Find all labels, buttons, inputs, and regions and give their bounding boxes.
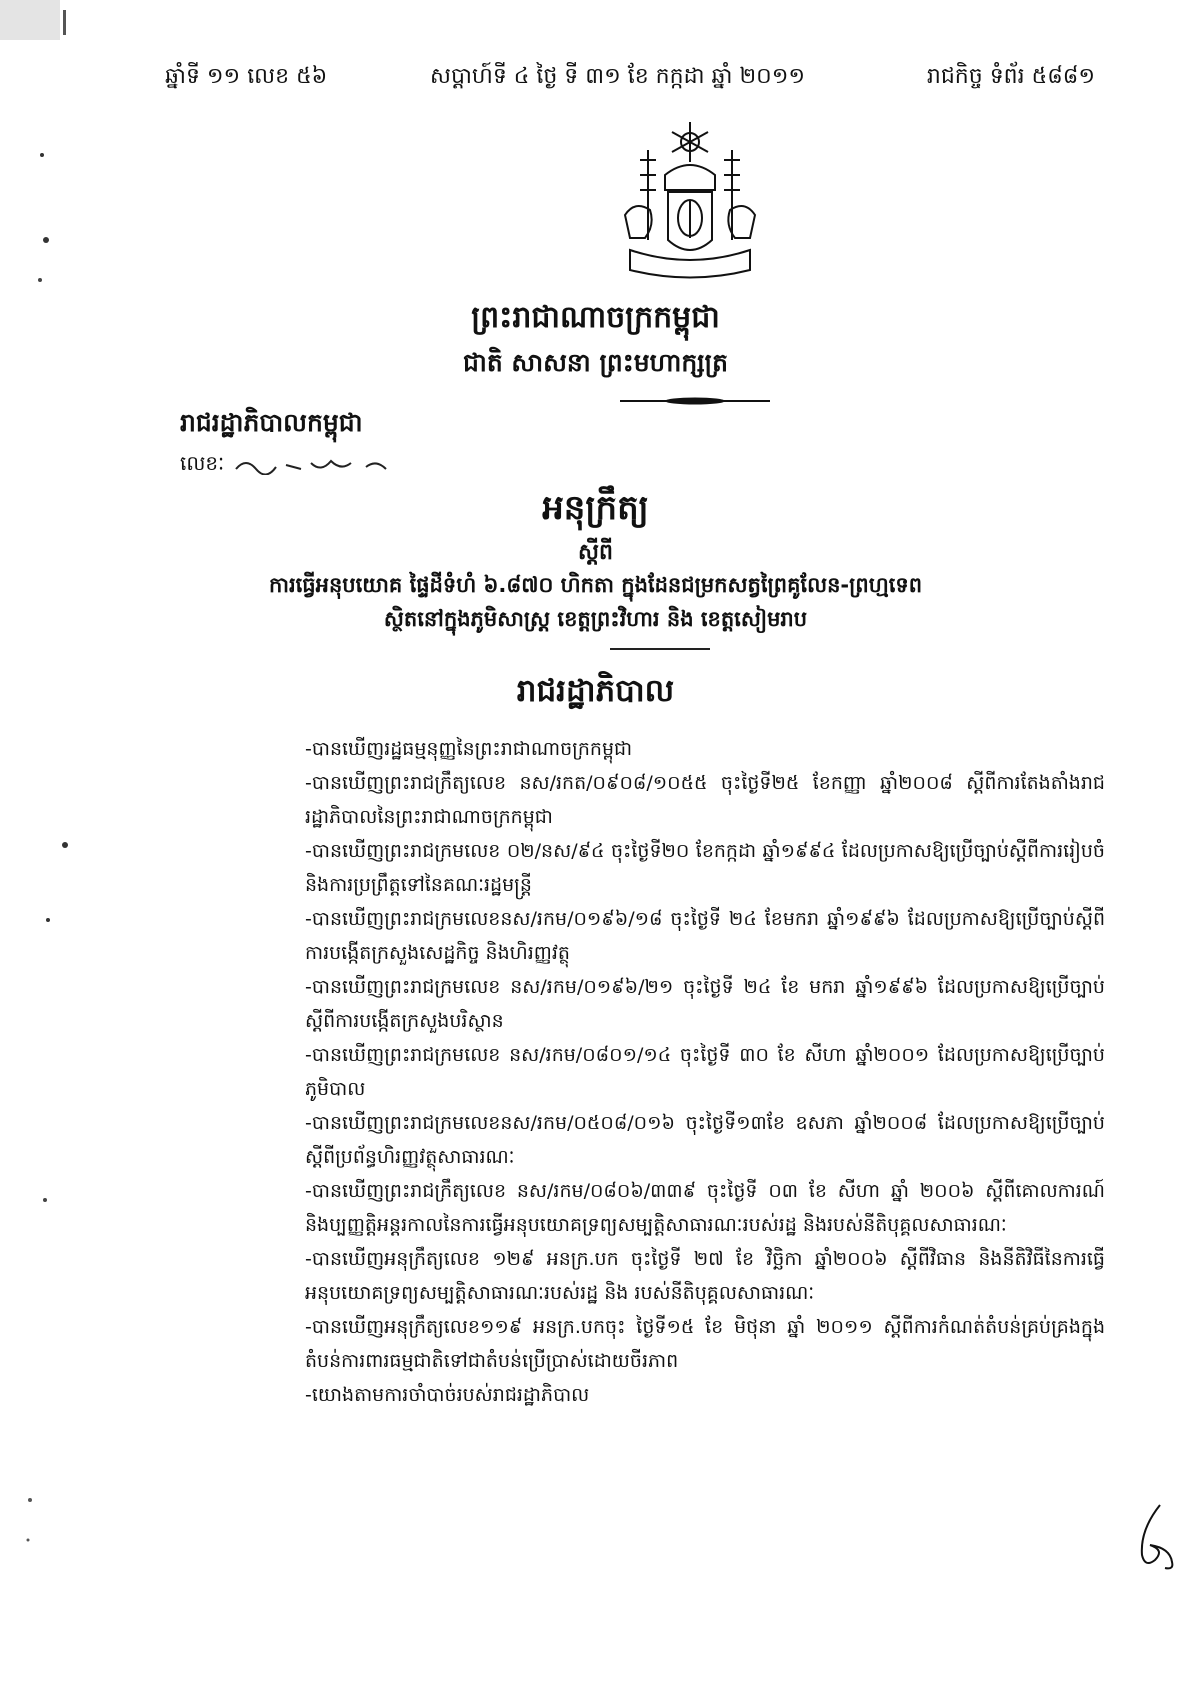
preamble-paragraph: -បានឃើញអនុក្រឹត្យលេខ ១២៩ អនក្រ.បក ចុះថ្ងៃទី ២៧ ខែ វិច្ឆិកា ឆ្នាំ២០០៦ ស្តីពីវិធាន និងនីតិវិធីនៃការធ្វើអនុបយោគទ្រព្យសម្បត្តិសាធារណៈរបស់រដ្ឋ និង របស់នីតិបុគ្គលសាធារណៈ — [305, 1248, 1105, 1304]
handwritten-reference — [231, 455, 401, 475]
reference-label: លេខៈ — [180, 451, 225, 475]
preamble-paragraph: -បានឃើញរដ្ឋធម្មនុញ្ញនៃព្រះរាជាណាចក្រកម្ពុជា — [305, 738, 633, 760]
reference-number — [180, 450, 401, 480]
subject-line-1: ការធ្វើអនុបយោគ ផ្ទៃដីទំហំ ៦.៨៧០ ហិកតា ក្នុងដែនជម្រកសត្វព្រៃគូលែន-ព្រហ្មទេព — [268, 573, 923, 597]
preamble-paragraph: -បានឃើញអនុក្រឹត្យលេខ១១៩ អនក្រ.បកចុះ ថ្ងៃទី១៥ ខែ មិថុនា ឆ្នាំ ២០១១ ស្តីពីការកំណត់តំបន់គ្រប់គ្រងក្នុងតំបន់ការពារធម្មជាតិទៅជាតំបន់ប្រើប្រាស់ដោយចីរភាព — [305, 1316, 1105, 1372]
preamble-paragraph: -បានឃើញព្រះរាជក្រឹត្យលេខ នស/រកម/០៨០៦/៣៣៩ ចុះថ្ងៃទី ០៣ ខែ សីហា ឆ្នាំ ២០០៦ ស្តីពីគោលការណ៍ និងប្បញ្ញត្តិអន្តរកាលនៃការធ្វើអនុបយោគទ្រព្យសម្បត្តិសាធារណៈរបស់រដ្ឋ និងរបស់នីតិបុគ្គលសាធារណៈ — [305, 1180, 1105, 1236]
about-label: ស្តីពី — [578, 540, 613, 565]
subject-line-2: ស្ថិតនៅក្នុងភូមិសាស្ត្រ ខេត្តព្រះវិហារ និង ខេត្តសៀមរាប — [383, 607, 808, 631]
ornament-divider — [620, 396, 770, 406]
kingdom-title: ព្រះរាជាណាចក្រកម្ពុជា — [471, 300, 720, 335]
issuing-government: រាជរដ្ឋាភិបាលកម្ពុជា — [180, 408, 363, 437]
subject-divider — [610, 648, 710, 650]
preamble-paragraph: -បានឃើញព្រះរាជក្រមលេខ នស/រកម/០១៩៦/២១ ចុះថ្ងៃទី ២៤ ខែ មករា ឆ្នាំ១៩៩៦ ដែលប្រកាសឱ្យប្រើច្បាប់ ស្តីពីការបង្កើតក្រសួងបរិស្ថាន — [305, 976, 1105, 1032]
preamble — [305, 732, 1105, 1412]
preamble-paragraph: -បានឃើញព្រះរាជក្រឹត្យលេខ នស/រកត/០៩០៨/១០៥៥ ចុះថ្ងៃទី២៥ ខែកញ្ញា ឆ្នាំ២០០៨ ស្តីពីការតែងតាំងរាជរដ្ឋាភិបាលនៃព្រះរាជាណាចក្រកម្ពុជា — [305, 772, 1105, 828]
document-type: អនុក្រឹត្យ — [542, 488, 649, 528]
gazette-date: សប្តាហ៍ទី ៤ ថ្ងៃ ទី ៣១ ខែ កក្កដា ឆ្នាំ ២០១១ — [430, 64, 805, 89]
preamble-paragraph: -បានឃើញព្រះរាជក្រមលេខ ០២/នស/៩៤ ចុះថ្ងៃទី២០ ខែកក្កដា ឆ្នាំ១៩៩៤ ដែលប្រកាសឱ្យប្រើច្បាប់ស្តីពីការរៀបចំ និងការប្រព្រឹត្តទៅនៃគណៈរដ្ឋមន្ត្រី — [305, 840, 1105, 896]
preamble-paragraph: -បានឃើញព្រះរាជក្រមលេខនស/រកម/០១៩៦/១៨ ចុះថ្ងៃទី ២៤ ខែមករា ឆ្នាំ១៩៩៦ ដែលប្រកាសឱ្យប្រើច្បាប់ស្តីពីការបង្កើតក្រសួងសេដ្ឋកិច្ច និងហិរញ្ញវត្ថុ — [305, 908, 1105, 964]
scan-specks — [0, 0, 100, 1684]
national-motto: ជាតិ សាសនា ព្រះមហាក្សត្រ — [463, 348, 728, 377]
preamble-paragraph: -យោងតាមការចាំបាច់របស់រាជរដ្ឋាភិបាល — [305, 1384, 590, 1406]
initial-signature — [1130, 1500, 1180, 1575]
preamble-paragraph: -បានឃើញព្រះរាជក្រមលេខនស/រកម/០៥០៨/០១៦ ចុះថ្ងៃទី១៣ខែ ឧសភា ឆ្នាំ២០០៨ ដែលប្រកាសឱ្យប្រើច្បាប់ស្តីពីប្រព័ន្ធហិរញ្ញវត្ថុសាធារណៈ — [305, 1112, 1105, 1168]
gazette-page-number: រាជកិច្ច ទំព័រ ៥៨៨១ — [926, 64, 1095, 89]
royal-arms-of-cambodia-icon — [610, 120, 770, 285]
issuer-heading: រាជរដ្ឋាភិបាល — [516, 673, 675, 709]
gazette-issue: ឆ្នាំទី ១១ លេខ ៥៦ — [165, 64, 328, 89]
preamble-paragraph: -បានឃើញព្រះរាជក្រមលេខ នស/រកម/០៨០១/១៤ ចុះថ្ងៃទី ៣០ ខែ សីហា ឆ្នាំ២០០១ ដែលប្រកាសឱ្យប្រើច្បាប់ភូមិបាល — [305, 1044, 1105, 1100]
